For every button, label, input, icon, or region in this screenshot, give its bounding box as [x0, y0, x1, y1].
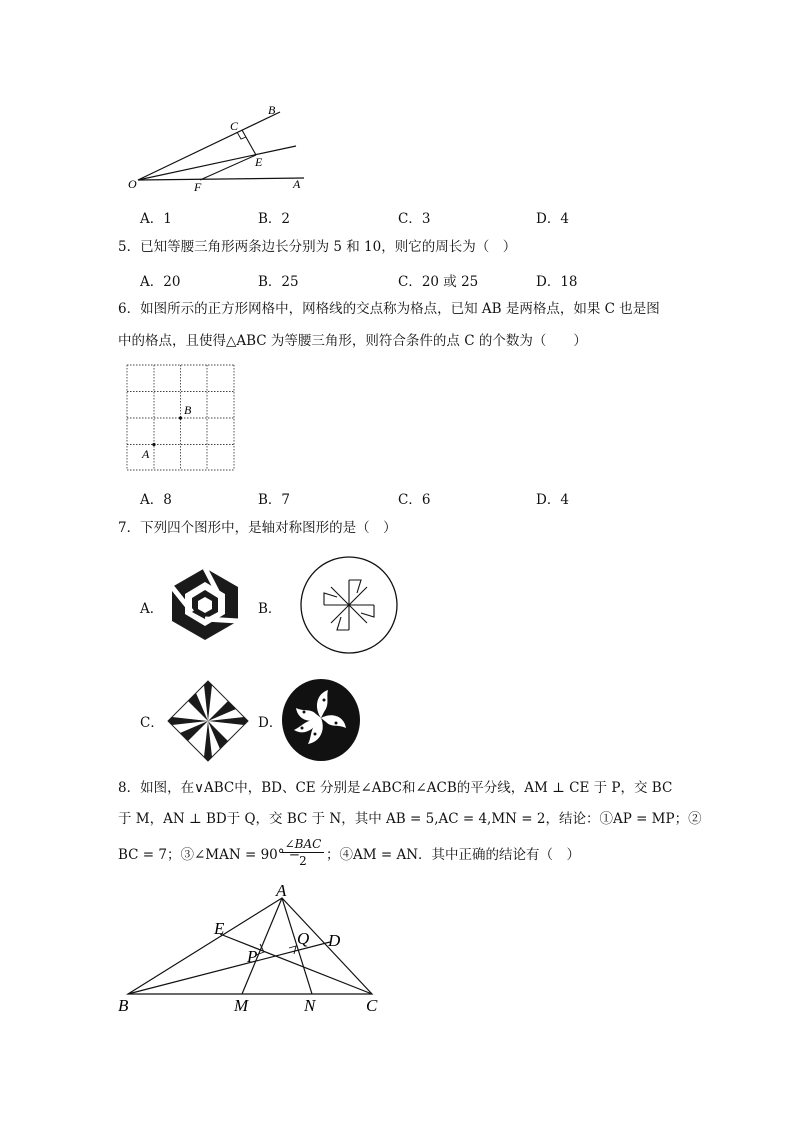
- q8-question-line3b: ；④AM = AN．其中正确的结论有（ ）: [326, 847, 581, 863]
- q8-question-line3a: BC = 7；③∠MAN = 90° −: [118, 847, 301, 863]
- q8-label-P: P: [247, 947, 258, 966]
- q5-question-text: 5．已知等腰三角形两条边长分别为 5 和 10，则它的周长为（ ）: [118, 239, 517, 255]
- q4-option-a[interactable]: A．1: [140, 211, 172, 227]
- q7-option-c-label[interactable]: C．: [140, 715, 164, 731]
- q6-grid-figure: [126, 364, 236, 472]
- q4-option-b[interactable]: B．2: [258, 211, 291, 227]
- q7-question-text: 7．下列四个图形中，是轴对称图形的是（ ）: [118, 520, 397, 536]
- q5-option-b[interactable]: B．25: [258, 274, 299, 290]
- q6-option-a[interactable]: A．8: [140, 492, 172, 508]
- q8-question-line1: 8．如图，在∨ABC中，BD、CE 分别是∠ABC和∠ACB的平分线，AM ⊥ CE 于 P，交 BC: [118, 780, 673, 796]
- q6-option-b[interactable]: B．7: [258, 492, 291, 508]
- q7-option-b-label[interactable]: B．: [258, 601, 282, 617]
- q8-label-M: M: [234, 996, 249, 1015]
- q4-option-d[interactable]: D．4: [536, 211, 569, 227]
- q7-pinwheel-circle-figure[interactable]: [299, 555, 399, 655]
- q6-question-line1: 6．如图所示的正方形网格中，网格线的交点称为格点，已知 AB 是两格点，如果 C 也是图: [118, 301, 660, 317]
- q4-angle-figure: [120, 98, 320, 196]
- q8-label-Q: Q: [297, 929, 310, 948]
- q8-label-A: A: [276, 881, 287, 900]
- q4-option-c[interactable]: C．3: [398, 211, 431, 227]
- q4-label-A: A: [293, 177, 301, 191]
- q4-label-E: E: [255, 155, 263, 169]
- q7-option-d-label[interactable]: D．: [258, 715, 283, 731]
- q5-option-a[interactable]: A．20: [140, 274, 181, 290]
- q7-diamond-figure[interactable]: [166, 679, 250, 763]
- q4-label-F: F: [194, 180, 202, 194]
- q8-label-D: D: [328, 931, 341, 950]
- q4-label-O: O: [128, 177, 137, 191]
- q6-option-c[interactable]: C．6: [398, 492, 431, 508]
- q5-option-d[interactable]: D．18: [536, 274, 578, 290]
- q8-question-line2: 于 M，AN ⊥ BD于 Q，交 BC 于 N，其中 AB = 5,AC = 4,MN = 2，结论：①AP = MP；②: [118, 811, 702, 827]
- q4-label-C: C: [230, 119, 239, 133]
- q8-fraction-numerator: ∠BAC: [282, 836, 324, 853]
- q8-label-C: C: [366, 996, 378, 1015]
- q7-option-a-label[interactable]: A．: [140, 601, 164, 617]
- q4-label-B: B: [268, 103, 276, 117]
- q8-label-N: N: [304, 996, 316, 1015]
- q8-fraction-denominator: 2: [299, 854, 307, 868]
- q5-option-c[interactable]: C．20 或 25: [398, 274, 479, 290]
- q7-bauhinia-emblem-figure[interactable]: [280, 678, 362, 762]
- q6-option-d[interactable]: D．4: [536, 492, 569, 508]
- q8-triangle-figure: [114, 878, 394, 1018]
- q8-label-B: B: [118, 996, 129, 1015]
- q8-label-E: E: [214, 919, 225, 938]
- q6-label-A: A: [142, 447, 150, 461]
- q6-question-line2: 中的格点，且使得△ABC 为等腰三角形，则符合条件的点 C 的个数为（ ）: [118, 333, 587, 349]
- q8-fraction: [282, 836, 324, 869]
- q6-label-B: B: [184, 403, 192, 417]
- q7-hexagon-swirl-figure[interactable]: [168, 566, 242, 642]
